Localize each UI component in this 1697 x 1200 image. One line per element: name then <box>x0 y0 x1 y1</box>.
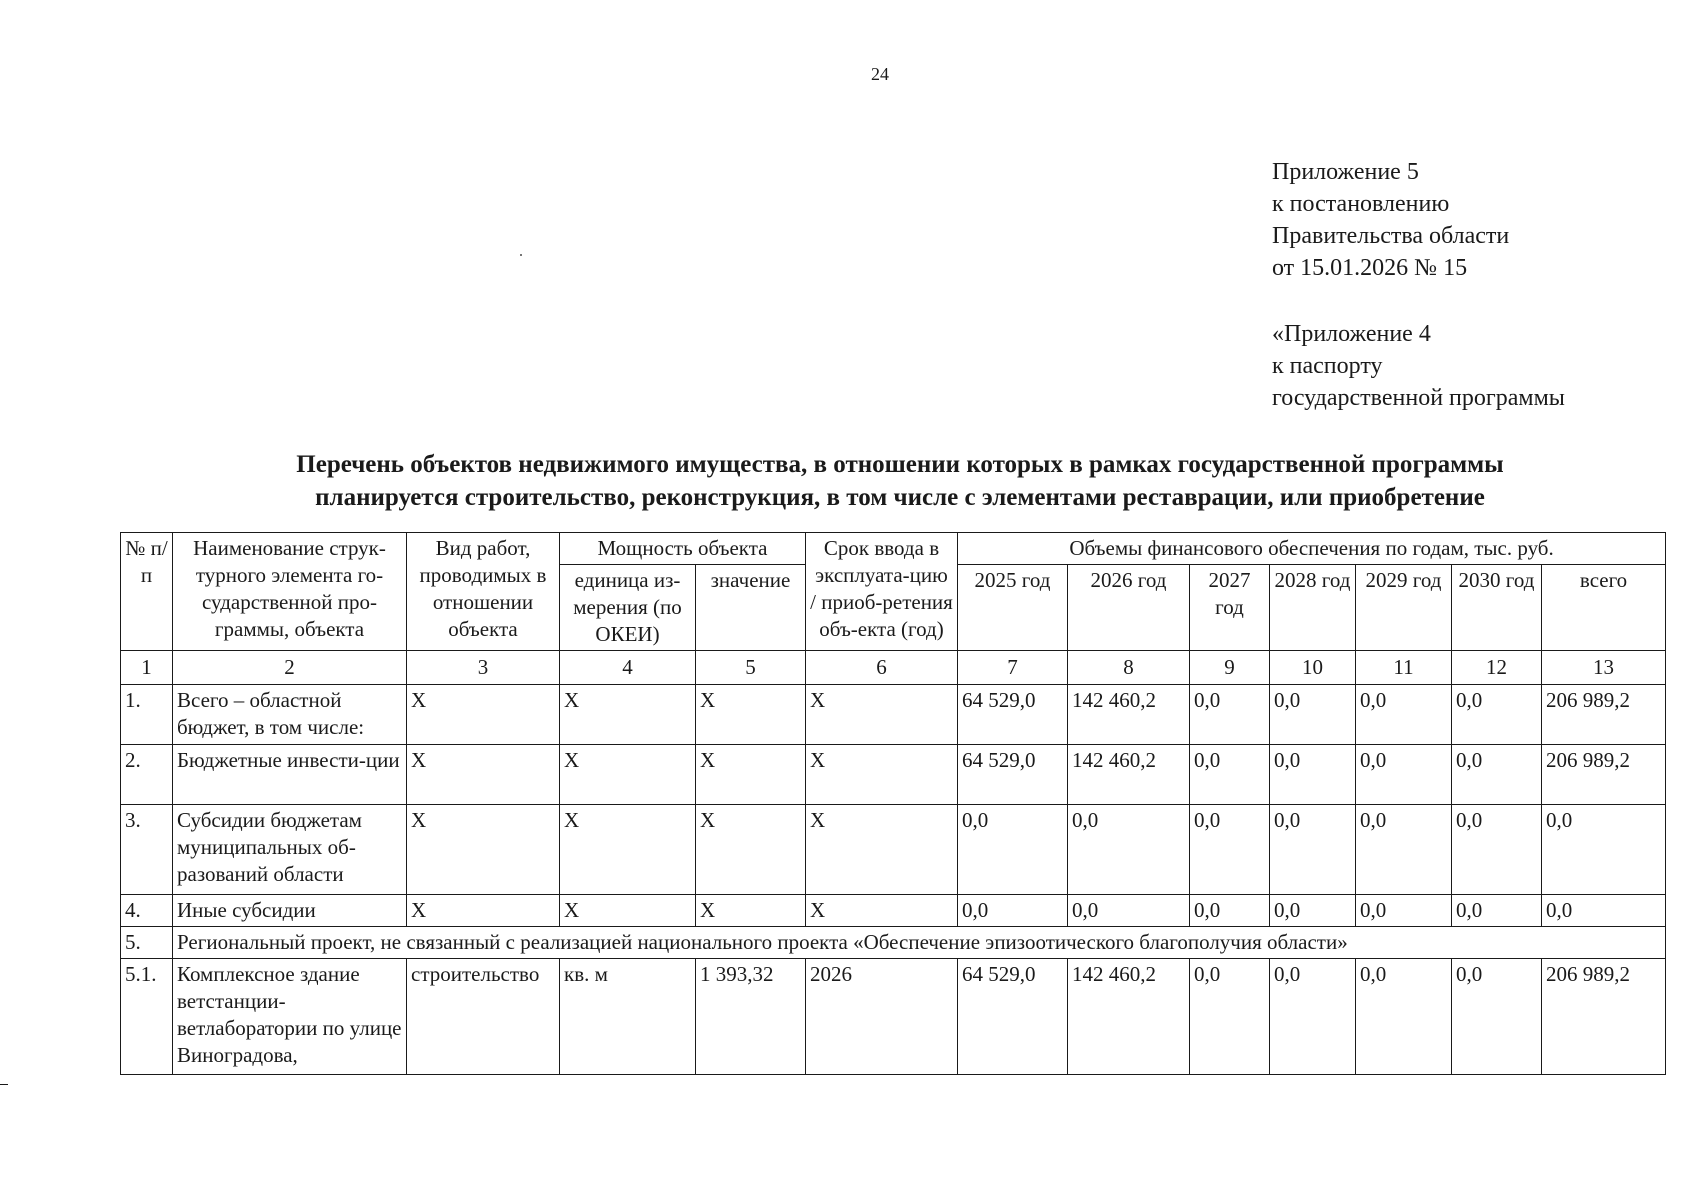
cell-no: 1. <box>121 685 173 745</box>
objects-table <box>120 532 1666 1075</box>
cell-2025: 0,0 <box>958 895 1068 927</box>
cell-value: 1 393,32 <box>696 959 806 1075</box>
header-work: Вид работ, проводимых в отношении объекта <box>407 533 560 651</box>
cell-term: X <box>806 745 958 805</box>
cell-2030: 0,0 <box>1452 805 1542 895</box>
cell-2026: 142 460,2 <box>1068 745 1190 805</box>
document-title <box>120 448 1680 514</box>
appendix-block <box>1272 156 1509 284</box>
cell-no: 2. <box>121 745 173 805</box>
title-line: планируется строительство, реконструкция, в том числе с элементами реставрации, или приобретение <box>315 484 1485 511</box>
column-number: 3 <box>407 651 560 685</box>
cell-2027: 0,0 <box>1190 685 1270 745</box>
cell-2025: 64 529,0 <box>958 685 1068 745</box>
cell-unit: кв. м <box>560 959 696 1075</box>
cell-work: X <box>407 805 560 895</box>
cell-2025: 0,0 <box>958 805 1068 895</box>
table-row <box>121 745 1666 805</box>
cell-name: Комплексное здание ветстанции-ветлаборатории по улице Виноградова, <box>173 959 407 1075</box>
column-number: 4 <box>560 651 696 685</box>
cell-2029: 0,0 <box>1356 805 1452 895</box>
table-row <box>121 959 1666 1075</box>
header-total: всего <box>1542 565 1666 651</box>
cell-2029: 0,0 <box>1356 895 1452 927</box>
cell-2030: 0,0 <box>1452 895 1542 927</box>
title-line: Перечень объектов недвижимого имущества, в отношении которых в рамках государственной программы <box>296 451 1504 478</box>
cell-2029: 0,0 <box>1356 745 1452 805</box>
appendix-line: «Приложение 4 <box>1272 321 1431 347</box>
header-2030: 2030 год <box>1452 565 1542 651</box>
cell-2026: 0,0 <box>1068 895 1190 927</box>
cell-2028: 0,0 <box>1270 745 1356 805</box>
cell-term: X <box>806 805 958 895</box>
cell-value: X <box>696 895 806 927</box>
column-number: 10 <box>1270 651 1356 685</box>
appendix-line: Приложение 5 <box>1272 159 1419 185</box>
header-unit: единица из-мерения (по ОКЕИ) <box>560 565 696 651</box>
column-number: 1 <box>121 651 173 685</box>
cell-work: строительство <box>407 959 560 1075</box>
header-2029: 2029 год <box>1356 565 1452 651</box>
cell-total: 206 989,2 <box>1542 685 1666 745</box>
cell-2029: 0,0 <box>1356 959 1452 1075</box>
cell-name: Иные субсидии <box>173 895 407 927</box>
page-number: 24 <box>871 64 889 84</box>
cell-work: X <box>407 895 560 927</box>
header-2025: 2025 год <box>958 565 1068 651</box>
table-row <box>121 895 1666 927</box>
cell-2030: 0,0 <box>1452 959 1542 1075</box>
header-value: значение <box>696 565 806 651</box>
column-number: 5 <box>696 651 806 685</box>
appendix-line: Правительства области <box>1272 223 1510 249</box>
cell-2028: 0,0 <box>1270 685 1356 745</box>
header-term: Срок ввода в эксплуата-цию / приоб-ретения объ-екта (год) <box>806 533 958 651</box>
cell-term: X <box>806 895 958 927</box>
cell-2025: 64 529,0 <box>958 745 1068 805</box>
column-number: 12 <box>1452 651 1542 685</box>
section-title: Региональный проект, не связанный с реализацией национального проекта «Обеспечение эпизоотического благополучия области» <box>173 927 1666 959</box>
cell-2027: 0,0 <box>1190 895 1270 927</box>
appendix-line: к паспорту <box>1272 353 1383 379</box>
cell-2027: 0,0 <box>1190 745 1270 805</box>
header-capacity: Мощность объекта <box>560 533 806 565</box>
column-number: 6 <box>806 651 958 685</box>
cell-unit: X <box>560 745 696 805</box>
cell-name: Бюджетные инвести-ции <box>173 745 407 805</box>
header-name: Наименование струк-турного элемента го-сударственной про-граммы, объекта <box>173 533 407 651</box>
column-number: 8 <box>1068 651 1190 685</box>
cell-no: 5.1. <box>121 959 173 1075</box>
cell-no: 5. <box>121 927 173 959</box>
cell-total: 206 989,2 <box>1542 745 1666 805</box>
column-number: 13 <box>1542 651 1666 685</box>
scan-dot <box>520 254 522 256</box>
cell-2026: 142 460,2 <box>1068 959 1190 1075</box>
cell-2027: 0,0 <box>1190 805 1270 895</box>
cell-work: X <box>407 685 560 745</box>
cell-total: 0,0 <box>1542 895 1666 927</box>
column-number: 9 <box>1190 651 1270 685</box>
cell-work: X <box>407 745 560 805</box>
header-funding: Объемы финансового обеспечения по годам, тыс. руб. <box>958 533 1666 565</box>
cell-2029: 0,0 <box>1356 685 1452 745</box>
cell-value: X <box>696 805 806 895</box>
table-row <box>121 805 1666 895</box>
header-row <box>121 533 1666 565</box>
section-row <box>121 927 1666 959</box>
cell-total: 206 989,2 <box>1542 959 1666 1075</box>
column-number: 7 <box>958 651 1068 685</box>
cell-no: 4. <box>121 895 173 927</box>
cell-term: X <box>806 685 958 745</box>
cell-2028: 0,0 <box>1270 959 1356 1075</box>
cell-value: X <box>696 685 806 745</box>
cell-name: Субсидии бюджетам муниципальных об-разований области <box>173 805 407 895</box>
appendix-block-2 <box>1272 318 1565 414</box>
cell-term: 2026 <box>806 959 958 1075</box>
cell-value: X <box>696 745 806 805</box>
cell-total: 0,0 <box>1542 805 1666 895</box>
cell-2030: 0,0 <box>1452 745 1542 805</box>
column-number: 11 <box>1356 651 1452 685</box>
scan-edge-mark <box>0 1084 8 1085</box>
cell-2025: 64 529,0 <box>958 959 1068 1075</box>
table-row <box>121 685 1666 745</box>
cell-unit: X <box>560 685 696 745</box>
column-numbers-row <box>121 651 1666 685</box>
column-number: 2 <box>173 651 407 685</box>
cell-2028: 0,0 <box>1270 895 1356 927</box>
appendix-line: к постановлению <box>1272 191 1450 217</box>
cell-2030: 0,0 <box>1452 685 1542 745</box>
appendix-line: от 15.01.2026 № 15 <box>1272 255 1468 281</box>
cell-name: Всего – областной бюджет, в том числе: <box>173 685 407 745</box>
cell-no: 3. <box>121 805 173 895</box>
cell-2026: 0,0 <box>1068 805 1190 895</box>
cell-2026: 142 460,2 <box>1068 685 1190 745</box>
header-2026: 2026 год <box>1068 565 1190 651</box>
cell-unit: X <box>560 895 696 927</box>
header-2027: 2027 год <box>1190 565 1270 651</box>
cell-2027: 0,0 <box>1190 959 1270 1075</box>
header-2028: 2028 год <box>1270 565 1356 651</box>
header-no: № п/п <box>121 533 173 651</box>
cell-unit: X <box>560 805 696 895</box>
cell-2028: 0,0 <box>1270 805 1356 895</box>
appendix-line: государственной программы <box>1272 385 1565 411</box>
